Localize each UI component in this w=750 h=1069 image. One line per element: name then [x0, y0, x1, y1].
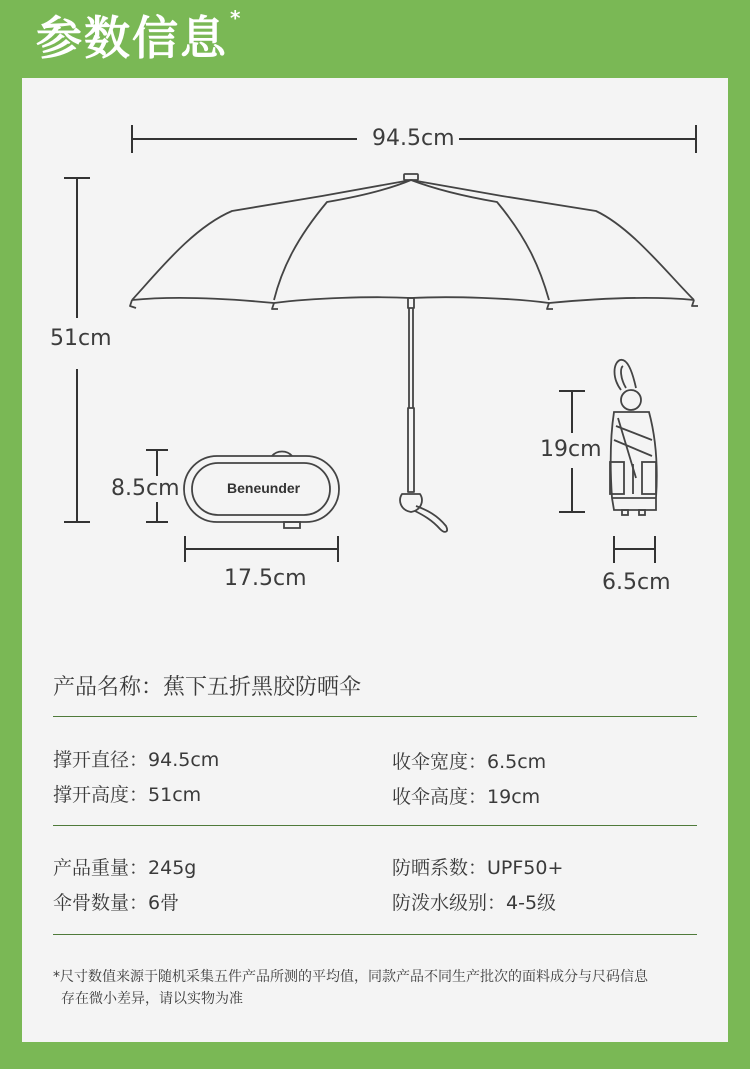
case-brand-logo: Beneunder [227, 480, 301, 496]
open-height-label: 51cm [50, 326, 112, 351]
spec-ribs: 伞骨数量：6骨 [53, 892, 180, 914]
open-umbrella-icon [130, 174, 698, 532]
spec-closed-width: 收伞宽度：6.5cm [392, 751, 547, 773]
title-asterisk: * [230, 6, 243, 30]
closed-width-label: 6.5cm [602, 570, 671, 595]
case-height-label: 8.5cm [111, 476, 180, 501]
page-title: 参数信息 * [36, 6, 243, 65]
spec-closed-height: 收伞高度：19cm [392, 786, 541, 808]
product-name-row: 产品名称：蕉下五折黑胶防晒伞 [53, 675, 362, 700]
separator [53, 716, 697, 717]
spec-panel [22, 78, 728, 1042]
spec-weight: 产品重量：245g [53, 857, 197, 879]
footnote-line-2: 存在微小差异，请以实物为准 [61, 991, 243, 1007]
closed-umbrella-icon [610, 360, 657, 515]
footnote [53, 966, 703, 1010]
spec-open-height: 撑开高度：51cm [53, 784, 202, 806]
footnote-line-1: *尺寸数值来源于随机采集五件产品所测的平均值，同款产品不同生产批次的面料成分与尺码信息 [53, 969, 648, 985]
open-width-label: 94.5cm [372, 126, 455, 151]
umbrella-drawing [22, 78, 728, 638]
spec-open-diameter: 撑开直径：94.5cm [53, 749, 220, 771]
spec-water-repellent: 防泼水级别：4-5级 [392, 892, 557, 914]
closed-height-label: 19cm [540, 437, 602, 462]
spec-upf: 防晒系数：UPF50+ [392, 857, 564, 879]
separator [53, 934, 697, 935]
case-width-label: 17.5cm [224, 566, 307, 591]
separator [53, 825, 697, 826]
